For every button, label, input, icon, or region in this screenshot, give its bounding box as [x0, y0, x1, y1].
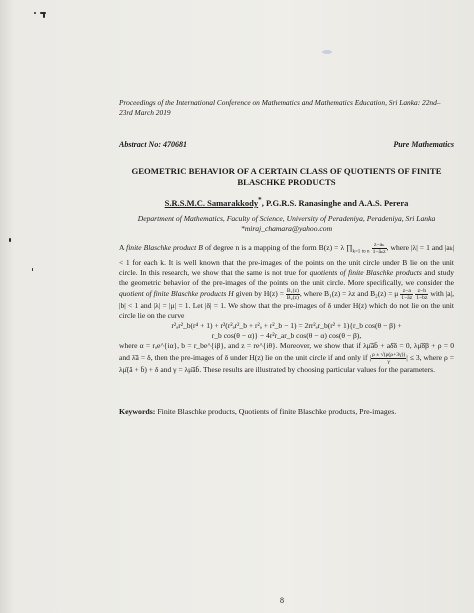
quotient-fraction [286, 288, 300, 301]
defined-term: finite Blaschke product B [126, 243, 203, 253]
author-email: *miraj_chamara@yahoo.com [240, 223, 333, 233]
curve-equation-line-2: r_b cos(θ − α)} − 4r²r_ar_b cos(θ − α) cos(θ − β), [211, 331, 362, 341]
defined-term: quotients of finite Blaschke products [309, 267, 422, 277]
keywords-label: Keywords: [119, 407, 156, 416]
abstract-number: Abstract No: 470681 [119, 140, 187, 149]
body-text: ≤ 3, where ρ = λμ̄(ā + b̄) + δ and γ = λμ̄āb̄. These results are illustrated by choosing particular values for the parameters. [119, 352, 454, 374]
body-paragraph-1 [119, 242, 454, 321]
co-authors: , P.G.R.S. Ranasinghe and A.A.S. Perera [261, 197, 409, 208]
keywords-line [119, 407, 454, 416]
fraction-denominator: γ [387, 358, 390, 365]
keywords-list: Finite Blaschke products, Quotients of finite Blaschke products, Pre-images. [157, 407, 397, 416]
body-text: given by H(z) = [233, 289, 286, 299]
b2-factor-fraction [400, 288, 413, 301]
body-paragraph-2: where α = rₐe^{iα}, b = r_be^{iβ}, and z = re^{iθ}. Moreover, we show that if λμ̄āb̄ + aδ̄δ = 0, λμ̄δ̄β + ρ = 0 and λ̄ā = δ, then the pre-images of δ under H(z) lie on the unit circle if and only if | $\frac{\rho \pm √(\rho(\rho+3\gamma))}{\gamma}$ | ≤ 3, where ρ = λμ̄(ā + b̄) + δ and γ = λμ̄āb̄. These results are illustrated by choosing particular values for the parameters. [119, 341, 454, 374]
abstract-category: Pure Mathematics [393, 140, 454, 149]
body-text: A [119, 243, 127, 253]
curve-equation-line-1: r²ₐr²_b(r⁴ + 1) + r²(r²ₐr²_b + r²ₐ + r²_b − 1) = 2rr²ₐr_b(r² + 1){r_b cos(θ − β) + [171, 321, 402, 331]
fraction-numerator: z−a [400, 288, 413, 295]
corresponding-mark: * [258, 196, 262, 204]
body-text: where α = rₐe^{iα}, b = r_be^{iβ}, and z = re^{iθ}. Moreover, we show that if λμ̄āb̄ + aδ̄δ = 0, λμ̄δ̄β + ρ = 0 and λ̄ā = δ, then the pre-images of δ under H(z) lie on the unit circle if and only if [119, 341, 454, 362]
affiliation-block [119, 214, 454, 233]
abstract-body [119, 242, 454, 375]
scan-smudge [322, 50, 332, 54]
scan-speck [32, 268, 33, 271]
b2-factor-fraction [415, 288, 428, 301]
paper-title: GEOMETRIC BEHAVIOR OF A CERTAIN CLASS OF QUOTIENTS OF FINITE BLASCHKE PRODUCTS [131, 166, 442, 187]
body-text: , where B₁(z) = λz and B₂(z) = μ [299, 289, 401, 299]
affiliation: Department of Mathematics, Faculty of Science, University of Peradeniya, Peradeniya, Sri Lanka [137, 214, 436, 223]
fraction-denominator: 1−āₖz [372, 249, 386, 255]
author-line [119, 196, 454, 208]
fraction-numerator: z−b [415, 288, 428, 295]
scan-speck [43, 13, 45, 18]
fraction-numerator: z−aₖ [372, 242, 387, 249]
fraction-denominator: B₂(z) [286, 295, 299, 302]
proceedings-header: Proceedings of the International Conference on Mathematics and Mathematics Education, Sri Lanka: 22nd–23rd March 2019 [119, 98, 441, 117]
fraction-numerator: ρ ± √(ρ(ρ+3γ)) [372, 351, 406, 358]
page-number: 8 [280, 596, 284, 605]
corresponding-author: S.R.S.M.C. Samarakkody [164, 197, 259, 208]
defined-term: quotient of finite Blaschke products H [119, 289, 234, 299]
fraction-denominator: 1−āz [401, 295, 413, 302]
scan-speck [34, 12, 36, 14]
body-text: , where |λ| = 1 and |aₖ| < 1 for each k. It is well known that the pre-images of the points on the unit circle under B lie on the unit circle. In this research, we show that the same is not true for [119, 243, 455, 277]
blaschke-factor-fraction [372, 242, 387, 255]
condition-fraction [371, 352, 406, 365]
scan-speck [9, 238, 11, 242]
body-text: with |a|, |b| < 1 and |λ| = |μ| = 1. Let |δ| = 1. We show that the pre-images of δ under H(z) which do not lie on the unit circle lie on the curve [119, 289, 455, 321]
fraction-numerator: B₁(z) [286, 288, 299, 295]
body-text: of degree n is a mapping of the form B(z) = λ ∏ [202, 243, 353, 253]
body-text: and study the geometric behavior of the pre-images of the points on the unit circle. More specifically, we consider the [119, 267, 455, 288]
fraction-denominator: 1−b̄z [416, 295, 428, 302]
product-range: k=1 to n [352, 249, 370, 255]
